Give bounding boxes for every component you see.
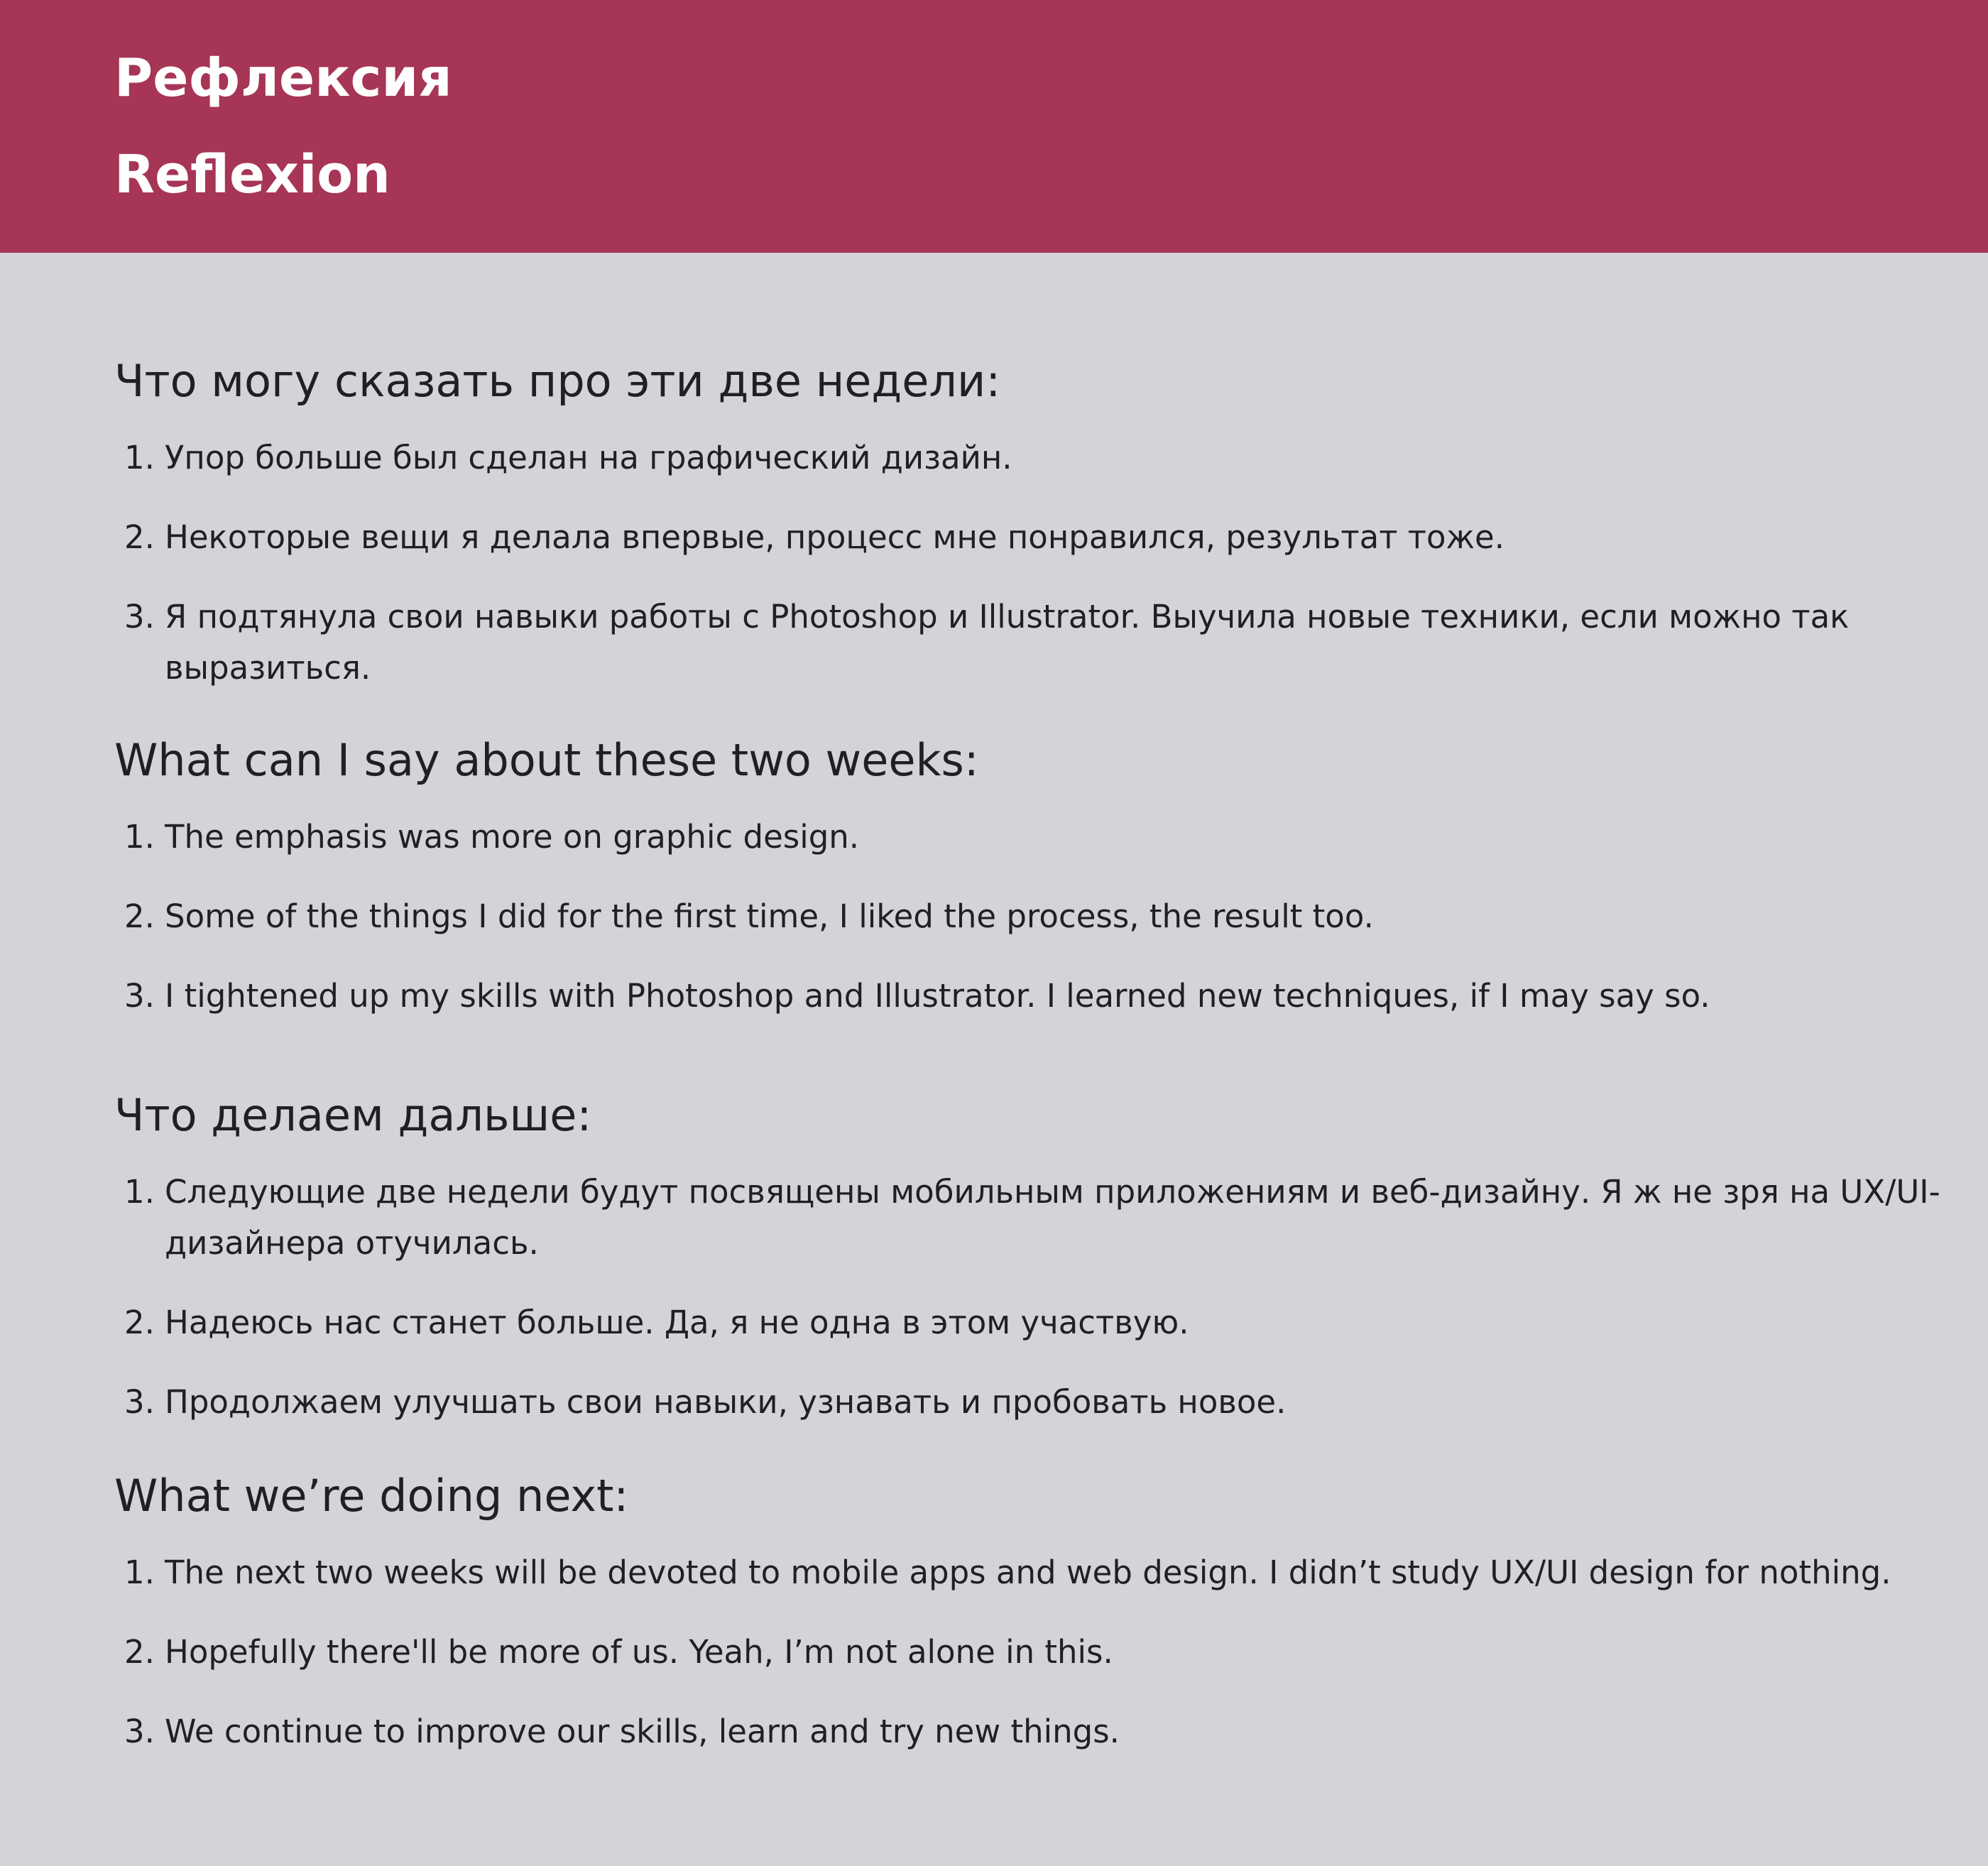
page-title-ru: Рефлексия <box>114 48 452 109</box>
list-item <box>114 891 1932 942</box>
list-item-text: Hopefully there'll be more of us. Yeah, I’m not alone in this. <box>165 1633 1113 1671</box>
list-item <box>114 1706 1932 1757</box>
list-item <box>114 1377 1932 1428</box>
list-item-number: 3. <box>124 1713 155 1750</box>
list-item-text: Следующие две недели будут посвящены мобильным приложениям и веб-дизайну. Я ж не зря на UX/UI- <box>165 1173 1940 1211</box>
numbered-list <box>114 812 1932 1022</box>
list-item-number: 1. <box>124 1173 155 1211</box>
list-item-text: The emphasis was more on graphic design. <box>165 818 860 856</box>
section-heading: What we’re doing next: <box>114 1470 629 1522</box>
list-item <box>114 1297 1932 1348</box>
list-item-text: Some of the things I did for the first time, I liked the process, the result too. <box>165 897 1374 935</box>
list-item-text-continued: выразиться. <box>165 649 371 687</box>
page-header <box>0 0 1988 253</box>
list-item-text: I tightened up my skills with Photoshop and Illustrator. I learned new techniques, if I may say so. <box>165 977 1710 1015</box>
list-item-number: 1. <box>124 818 155 856</box>
list-item-number: 3. <box>124 977 155 1015</box>
page-title-en: Reflexion <box>114 144 390 205</box>
list-item-number: 2. <box>124 1304 155 1341</box>
section-next-en <box>114 1468 1932 1757</box>
section-heading: Что делаем дальше: <box>114 1089 592 1141</box>
list-item-text: Некоторые вещи я делала впервые, процесс мне понравился, результат тоже. <box>165 518 1505 556</box>
list-item-text: We continue to improve our skills, learn and try new things. <box>165 1713 1120 1750</box>
list-item-text: Я подтянула свои навыки работы с Photoshop и Illustrator. Выучила новые техники, если можно так <box>165 598 1850 635</box>
list-item <box>114 971 1932 1022</box>
list-item-text: The next two weeks will be devoted to mobile apps and web design. I didn’t study UX/UI design for nothing. <box>165 1554 1891 1591</box>
list-item-number: 1. <box>124 1554 155 1591</box>
list-item-number: 2. <box>124 518 155 556</box>
list-item <box>114 1547 1932 1598</box>
list-item <box>114 1167 1940 1269</box>
section-heading: What can I say about these two weeks: <box>114 734 979 786</box>
list-item <box>114 512 1932 563</box>
list-item-number: 3. <box>124 1383 155 1421</box>
section-heading: Что могу сказать про эти две недели: <box>114 355 1001 407</box>
list-item-text: Продолжаем улучшать свои навыки, узнавать и пробовать новое. <box>165 1383 1287 1421</box>
list-item-text: Надеюсь нас станет больше. Да, я не одна в этом участвую. <box>165 1304 1189 1341</box>
list-item <box>114 812 1932 863</box>
numbered-list <box>114 1547 1932 1757</box>
list-item <box>114 432 1932 484</box>
list-item <box>114 1627 1932 1678</box>
numbered-list <box>114 1167 1940 1428</box>
section-two-weeks-ru <box>114 353 1932 694</box>
list-item-text-continued: дизайнера отучилась. <box>165 1224 539 1262</box>
section-next-ru <box>114 1087 1940 1428</box>
list-item <box>114 591 1932 694</box>
list-item-number: 3. <box>124 598 155 635</box>
list-item-number: 2. <box>124 897 155 935</box>
numbered-list <box>114 432 1932 694</box>
section-two-weeks-en <box>114 732 1932 1022</box>
list-item-text: Упор больше был сделан на графический дизайн. <box>165 439 1012 476</box>
list-item-number: 1. <box>124 439 155 476</box>
list-item-number: 2. <box>124 1633 155 1671</box>
